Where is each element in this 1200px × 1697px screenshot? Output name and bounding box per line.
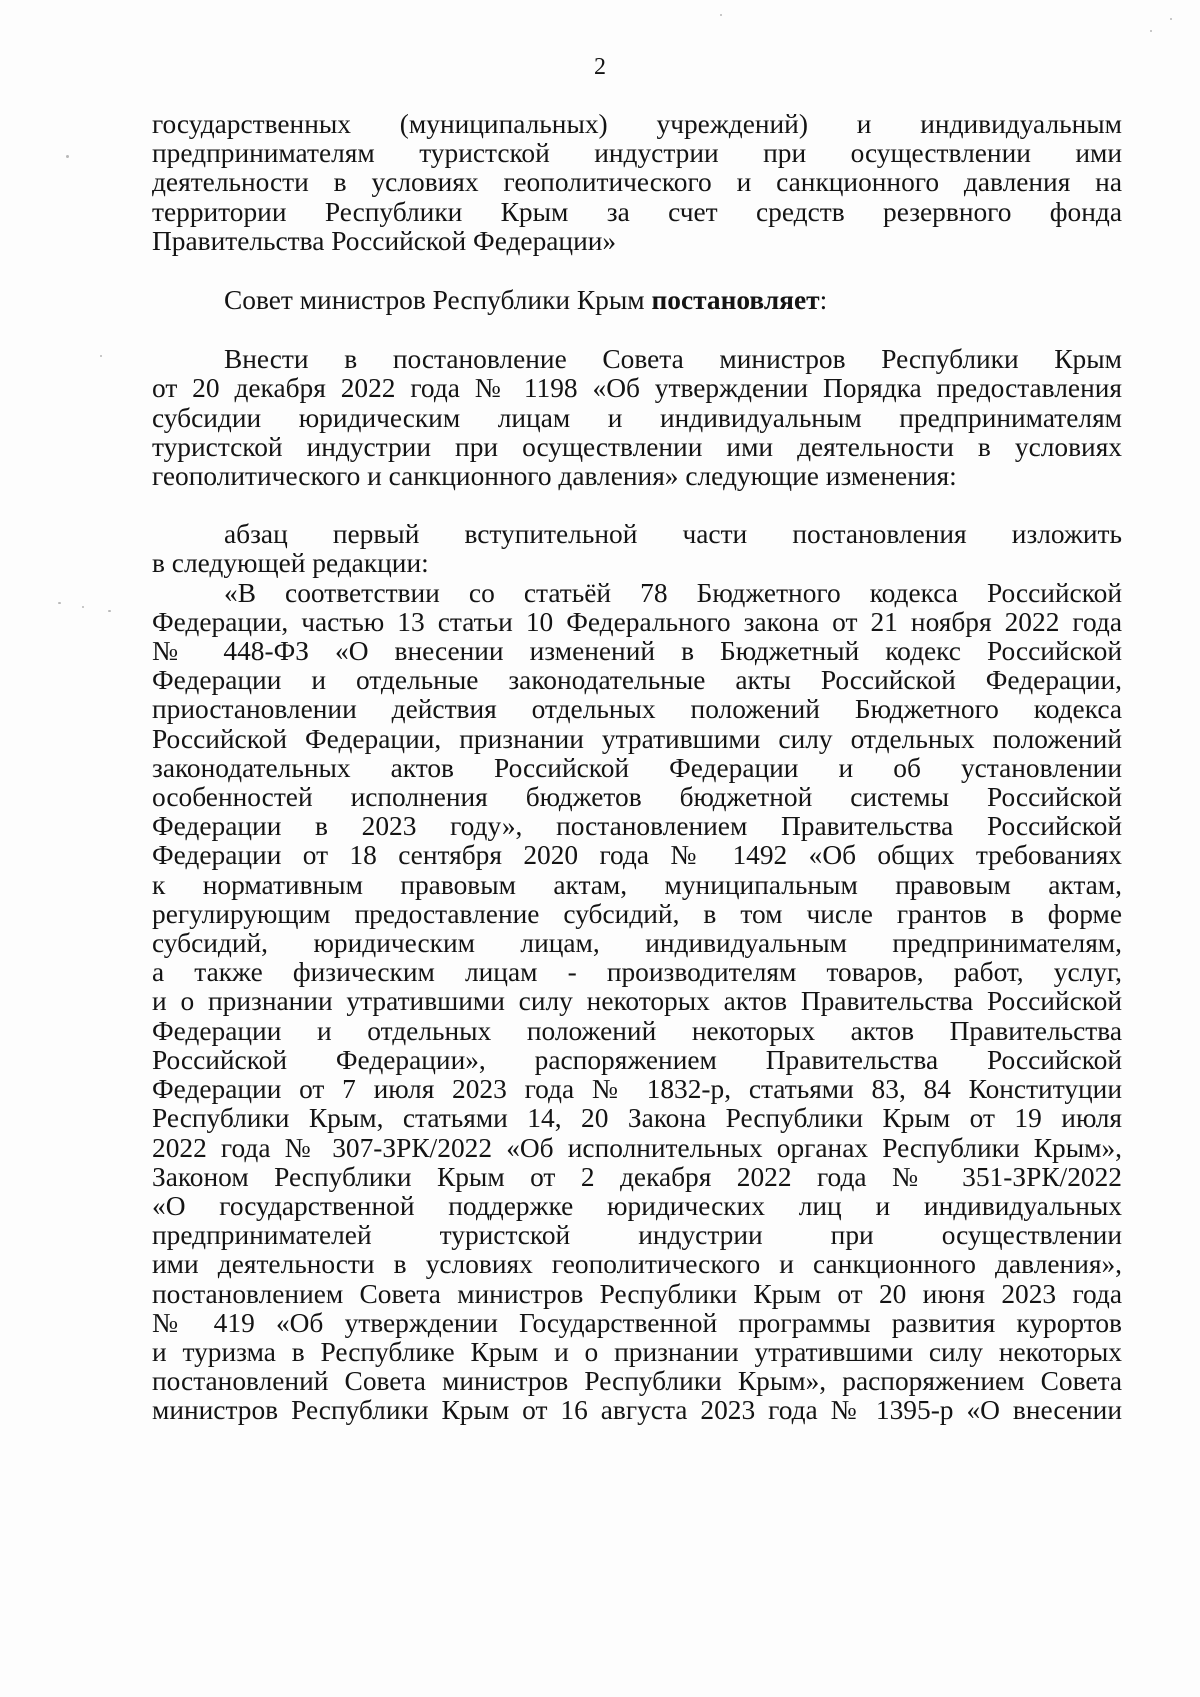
text-line: № 419 «Об утверждении Государственной программы развития курортов xyxy=(152,1307,1122,1338)
scan-speck xyxy=(1170,18,1172,20)
text-line: постановлений Совета министров Республики Крым», распоряжением Совета xyxy=(152,1366,1122,1397)
text-line: Республики Крым, статьями 14, 20 Закона Республики Крым от 19 июля xyxy=(152,1103,1122,1134)
text-line xyxy=(152,286,1122,315)
text-line: «О государственной поддержке юридических лиц и индивидуальных xyxy=(152,1190,1122,1221)
text-line: от 20 декабря 2022 года № 1198 «Об утверждении Порядка предоставления xyxy=(152,373,1122,404)
text-line: Федерации от 7 июля 2023 года № 1832-р, статьями 83, 84 Конституции xyxy=(152,1074,1122,1105)
text-line: туристской индустрии при осуществлении ими деятельности в условиях xyxy=(152,431,1122,462)
text-line: законодательных актов Российской Федерации и об установлении xyxy=(152,752,1122,783)
text-line: Федерации в 2023 году», постановлением Правительства Российской xyxy=(152,811,1122,842)
title-continuation xyxy=(152,110,1122,256)
text-line: в следующей редакции: xyxy=(152,548,429,579)
scan-speck xyxy=(720,14,722,16)
text-line: Законом Республики Крым от 2 декабря 2022 года № 351-ЗРК/2022 xyxy=(152,1161,1122,1192)
scan-speck xyxy=(66,155,69,158)
scan-speck xyxy=(108,610,111,612)
amendment-paragraph xyxy=(152,345,1122,491)
text-line: к нормативным правовым актам, муниципальным правовым актам, xyxy=(152,869,1122,900)
text-line: постановлением Совета министров Республики Крым от 20 июня 2023 года xyxy=(152,1278,1122,1309)
decree-colon: : xyxy=(819,285,828,316)
scan-speck xyxy=(82,606,84,608)
text-line: приостановлении действия отдельных положений Бюджетного кодекса xyxy=(152,694,1122,725)
text-line: государственных (муниципальных) учреждений) и индивидуальным xyxy=(152,109,1122,139)
text-line: абзац первый вступительной части постановления изложить xyxy=(224,519,1122,550)
scan-speck xyxy=(58,602,61,604)
text-line: Российской Федерации, признании утратившими силу отдельных положений xyxy=(152,723,1122,754)
text-line: и о признании утратившими силу некоторых актов Правительства Российской xyxy=(152,986,1122,1017)
text-line: Федерации, частью 13 статьи 10 Федерального закона от 21 ноября 2022 года xyxy=(152,606,1122,637)
text-line: Федерации и отдельных положений некоторых актов Правительства xyxy=(152,1015,1122,1046)
decree-lead: Совет министров Республики Крым xyxy=(224,285,652,316)
page-number: 2 xyxy=(594,54,606,80)
text-line: Внести в постановление Совета министров Республики Крым xyxy=(224,344,1122,375)
text-line: деятельности в условиях геополитического и санкционного давления на xyxy=(152,167,1122,198)
text-line: субсидии юридическим лицам и индивидуальным предпринимателям xyxy=(152,402,1122,433)
text-line: Федерации и отдельные законодательные акты Российской Федерации, xyxy=(152,665,1122,696)
text-line: предпринимателям туристской индустрии при осуществлении ими xyxy=(152,138,1122,169)
clause-paragraph xyxy=(152,520,1122,578)
text-line: субсидий, юридическим лицам, индивидуальным предпринимателям, xyxy=(152,928,1122,959)
decree-statement xyxy=(152,286,1122,315)
text-line: № 448-ФЗ «О внесении изменений в Бюджетный кодекс Российской xyxy=(152,636,1122,667)
text-line: и туризма в Республике Крым и о признании утратившими силу некоторых xyxy=(152,1336,1122,1367)
quoted-new-wording xyxy=(152,579,1122,1426)
text-line: 2022 года № 307-ЗРК/2022 «Об исполнительных органах Республики Крым», xyxy=(152,1132,1122,1163)
scan-speck xyxy=(100,355,102,357)
text-line: Федерации от 18 сентября 2020 года № 1492 «Об общих требованиях xyxy=(152,840,1122,871)
text-line: ими деятельности в условиях геополитического и санкционного давления», xyxy=(152,1249,1122,1280)
scan-speck xyxy=(1150,30,1152,32)
text-line: а также физическим лицам - производителям товаров, работ, услуг, xyxy=(152,957,1122,988)
text-line: министров Республики Крым от 16 августа 2023 года № 1395-р «О внесении xyxy=(152,1395,1122,1426)
text-line: Российской Федерации», распоряжением Правительства Российской xyxy=(152,1044,1122,1075)
text-line: «В соответствии со статьёй 78 Бюджетного кодекса Российской xyxy=(224,577,1122,608)
decree-verb: постановляет xyxy=(651,285,820,316)
text-line: геополитического и санкционного давления» следующие изменения: xyxy=(152,461,957,492)
text-line: регулирующим предоставление субсидий, в том числе грантов в форме xyxy=(152,898,1122,929)
text-line: особенностей исполнения бюджетов бюджетной системы Российской xyxy=(152,782,1122,813)
text-line: предпринимателей туристской индустрии при осуществлении xyxy=(152,1220,1122,1251)
text-line: Правительства Российской Федерации» xyxy=(152,225,617,256)
document-body xyxy=(152,110,1122,1426)
text-line: территории Республики Крым за счет средств резервного фонда xyxy=(152,196,1122,227)
